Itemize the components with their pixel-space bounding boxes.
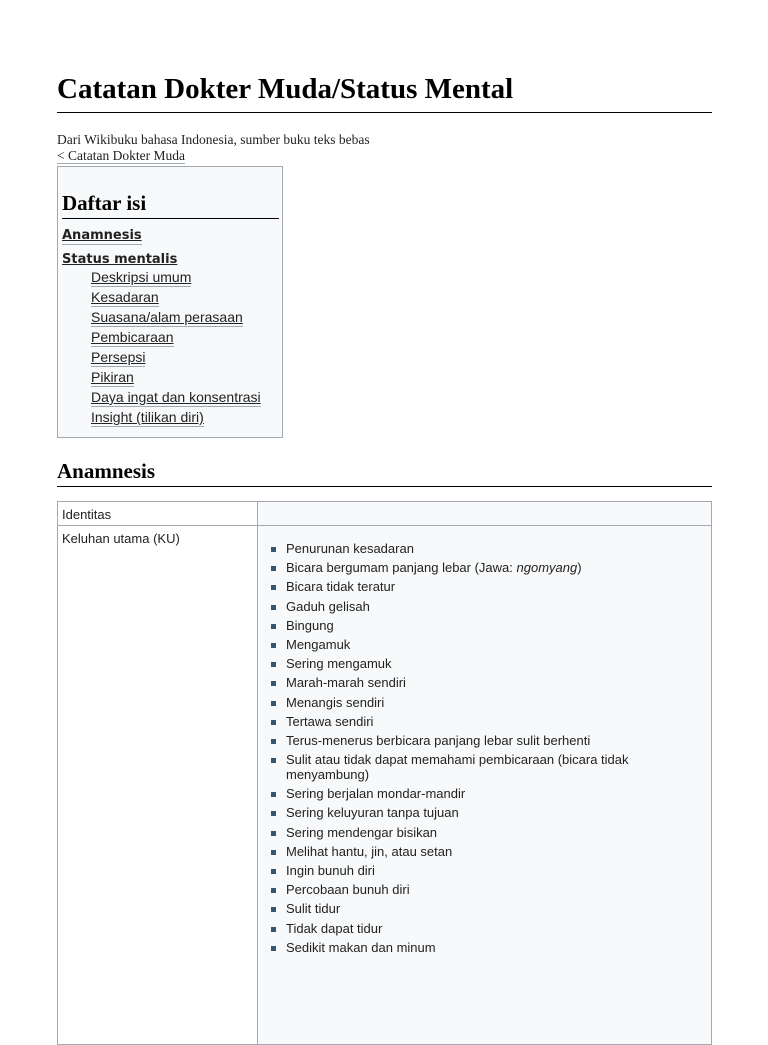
list-item — [270, 921, 670, 936]
section-heading-anamnesis: Anamnesis — [57, 459, 156, 483]
list-item — [270, 786, 670, 801]
list-item-text: Tidak dapat tidur — [286, 920, 383, 936]
list-item — [270, 541, 670, 556]
toc-divider — [62, 218, 279, 219]
list-item-text: Terus-menerus berbicara panjang lebar sulit berhenti — [286, 732, 591, 748]
table-cell-value — [258, 501, 712, 526]
list-item — [270, 599, 670, 614]
list-item — [270, 675, 670, 690]
list-item-text: ) — [577, 560, 582, 576]
list-item — [270, 825, 670, 840]
toc-item-insight[interactable]: Insight (tilikan diri) — [91, 409, 204, 425]
list-item — [270, 618, 670, 633]
list-item-text: Bingung — [286, 617, 334, 633]
subtitle-block — [57, 132, 370, 164]
list-item-text: Melihat hantu, jin, atau setan — [286, 843, 453, 859]
page-title: Catatan Dokter Muda/Status Mental — [57, 73, 514, 105]
list-item — [270, 752, 670, 782]
list-item-text: Sering keluyuran tanpa tujuan — [286, 805, 459, 821]
toc-item-anamnesis[interactable]: Anamnesis — [62, 228, 142, 243]
list-item-text: Sulit tidur — [286, 901, 341, 917]
list-item — [270, 901, 670, 916]
toc-item-status-mentalis[interactable]: Status mentalis — [62, 252, 178, 267]
table-cell-value — [258, 525, 712, 1045]
list-item-text: Ingin bunuh diri — [286, 863, 375, 878]
table-of-contents — [57, 166, 283, 438]
list-item-text: Gaduh gelisah — [286, 598, 370, 614]
title-divider — [57, 112, 712, 113]
toc-item-daya-ingat[interactable]: Daya ingat dan konsentrasi — [91, 389, 261, 405]
toc-item-pembicaraan[interactable]: Pembicaraan — [91, 329, 174, 345]
list-item-text: Sering mendengar bisikan — [286, 824, 438, 840]
list-item-text: Bicara bergumam panjang lebar (Jawa: — [286, 560, 517, 576]
list-item — [270, 656, 670, 671]
toc-item-deskripsi-umum[interactable]: Deskripsi umum — [91, 269, 192, 285]
list-item — [270, 805, 670, 820]
toc-item-persepsi[interactable]: Persepsi — [91, 349, 146, 365]
list-item-text: Tertawa sendiri — [286, 713, 374, 729]
anamnesis-table — [57, 501, 712, 1024]
list-item-text: Percobaan bunuh diri — [286, 882, 410, 898]
list-item-text: Bicara tidak teratur — [286, 579, 396, 595]
toc-title: Daftar isi — [62, 191, 147, 215]
list-item-text: Sulit atau tidak dapat memahami pembicaraan (bicara tidak menyambung) — [286, 752, 629, 783]
toc-item-pikiran[interactable]: Pikiran — [91, 369, 134, 385]
list-item-text: Sering mengamuk — [286, 656, 392, 672]
list-item — [270, 560, 670, 575]
table-cell-label: Keluhan utama (KU) — [57, 525, 258, 1045]
complaint-list — [270, 541, 670, 959]
section-divider — [57, 486, 712, 487]
site-subtitle: Dari Wikibuku bahasa Indonesia, sumber buku teks bebas — [57, 132, 370, 147]
list-item-text: Sedikit makan dan minum — [286, 939, 436, 955]
list-item — [270, 714, 670, 729]
list-item — [270, 733, 670, 748]
list-item — [270, 844, 670, 859]
list-item — [270, 863, 670, 878]
toc-item-suasana[interactable]: Suasana/alam perasaan — [91, 309, 243, 325]
toc-item-kesadaran[interactable]: Kesadaran — [91, 289, 159, 305]
list-item-emphasis: ngomyang — [516, 560, 578, 576]
list-item-text: Menangis sendiri — [286, 694, 385, 710]
parent-page-link[interactable]: < Catatan Dokter Muda — [57, 148, 185, 163]
list-item — [270, 637, 670, 652]
list-item — [270, 579, 670, 594]
list-item-text: Sering berjalan mondar-mandir — [286, 786, 466, 802]
list-item-text: Mengamuk — [286, 636, 351, 652]
table-cell-label: Identitas — [57, 501, 258, 526]
list-item-text: Marah-marah sendiri — [286, 675, 406, 691]
list-item — [270, 695, 670, 710]
list-item — [270, 882, 670, 897]
list-item-text: Penurunan kesadaran — [286, 541, 414, 556]
list-item — [270, 940, 670, 955]
